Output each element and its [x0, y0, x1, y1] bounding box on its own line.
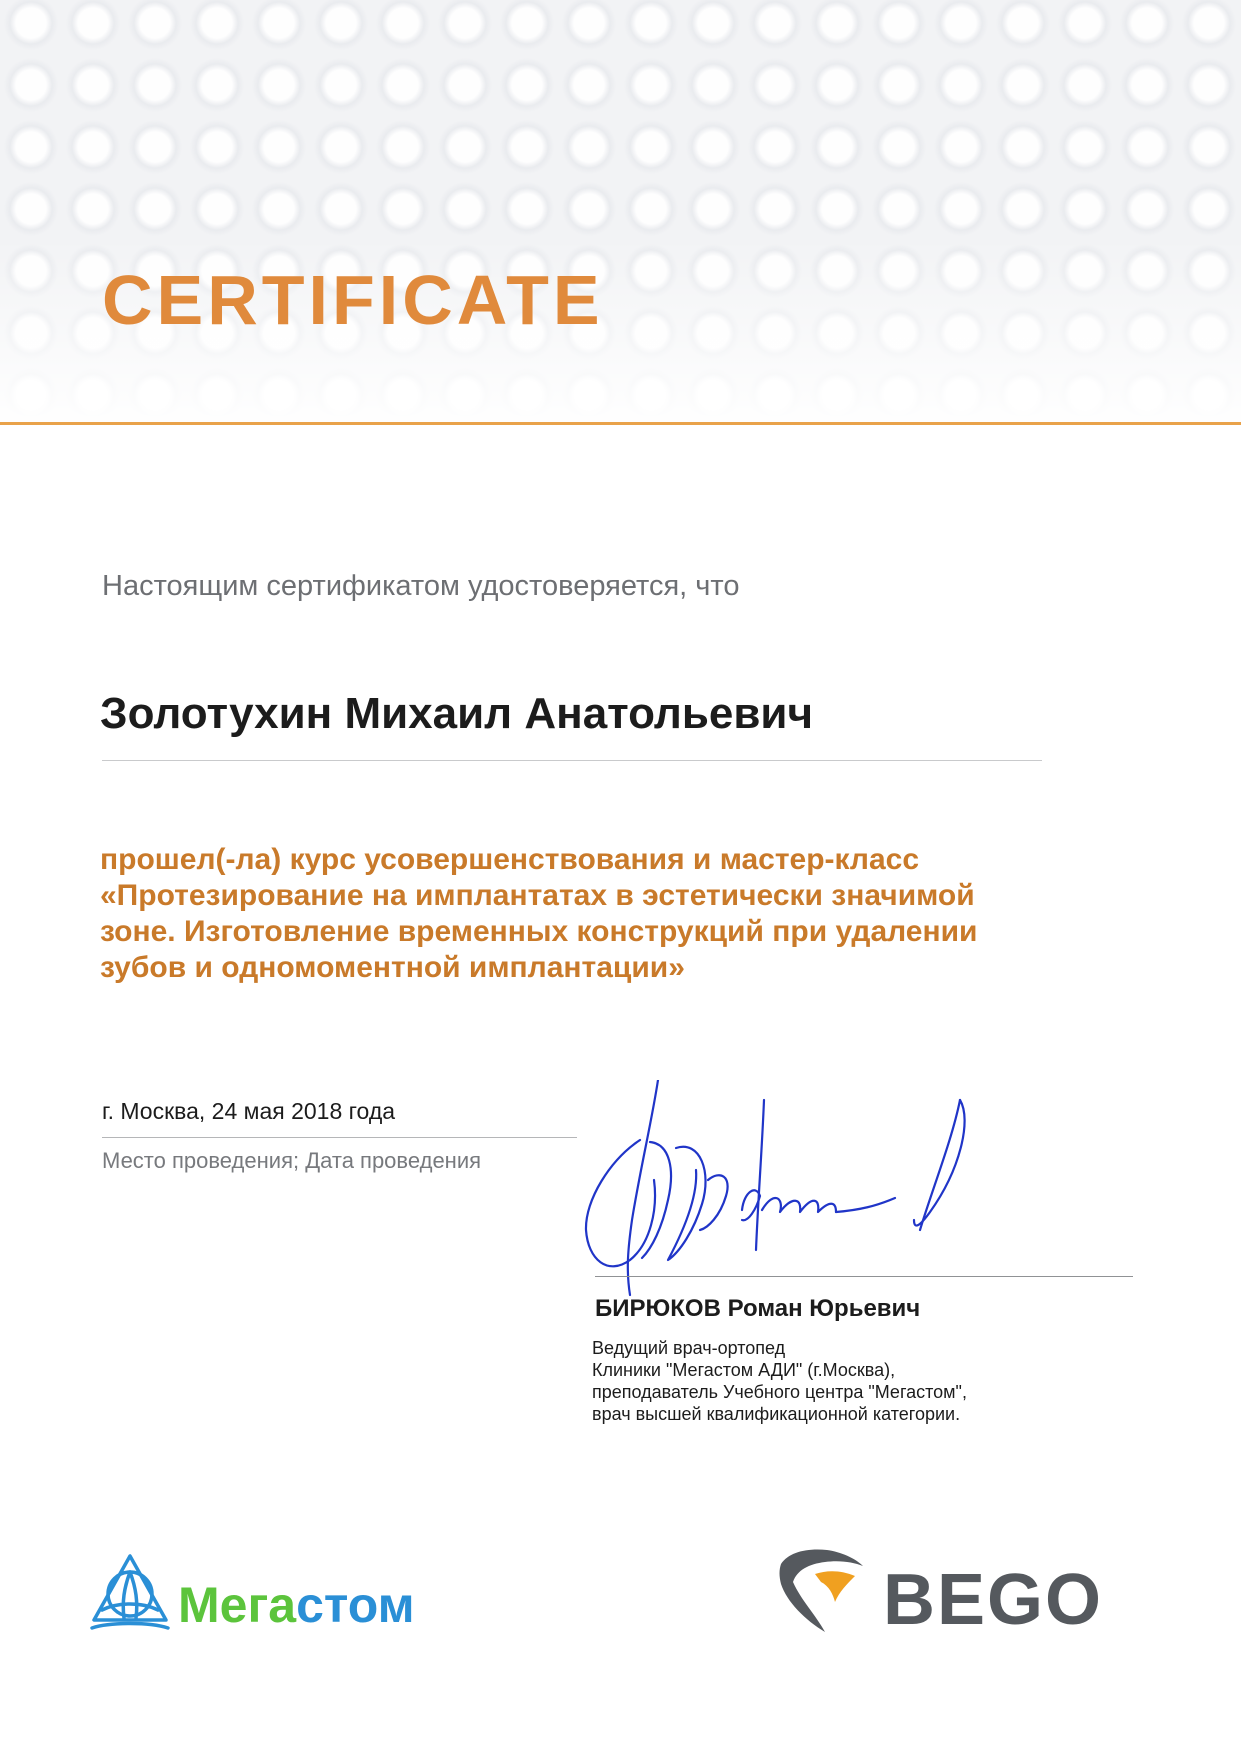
- course-line: зубов и одномоментной имплантации»: [100, 951, 685, 984]
- bego-emblem-icon: [780, 1550, 864, 1632]
- background-pattern: [0, 0, 1241, 430]
- course-line: «Протезирование на имплантатах в эстетически значимой: [100, 879, 975, 912]
- course-line: зоне. Изготовление временных конструкций при удалении: [100, 915, 978, 948]
- course-description: [100, 842, 1130, 986]
- bego-logo: [775, 1540, 1155, 1640]
- signer-position: [592, 1337, 967, 1425]
- place-date: г. Москва, 24 мая 2018 года: [102, 1098, 396, 1124]
- place-date-caption: Место проведения; Дата проведения: [102, 1148, 482, 1173]
- signer-name: БИРЮКОВ Роман Юрьевич: [595, 1295, 921, 1322]
- megastom-text-part2: стом: [296, 1577, 415, 1633]
- bego-text: BEGO: [883, 1560, 1104, 1640]
- title-divider: [0, 422, 1241, 425]
- signature-line: [595, 1276, 1133, 1277]
- signer-position-line: Ведущий врач-ортопед: [592, 1338, 786, 1358]
- recipient-name: Золотухин Михаил Анатольевич: [100, 689, 814, 738]
- certificate-title: CERTIFICATE: [102, 261, 604, 339]
- certificate-intro: Настоящим сертификатом удостоверяется, что: [102, 570, 740, 602]
- megastom-emblem-icon: [92, 1556, 168, 1628]
- course-line: прошел(-ла) курс усовершенствования и мастер-класс: [100, 843, 920, 876]
- place-date-underline: [102, 1137, 577, 1138]
- signer-position-line: Клиники "Мегастом АДИ" (г.Москва),: [592, 1360, 896, 1380]
- signer-position-line: преподаватель Учебного центра "Мегастом",: [592, 1382, 967, 1402]
- recipient-underline: [102, 760, 1042, 761]
- megastom-logo: [90, 1548, 490, 1638]
- svg-text:Мегастом: [178, 1577, 415, 1633]
- megastom-text-part1: Мега: [178, 1577, 297, 1633]
- signer-position-line: врач высшей квалификационной категории.: [592, 1404, 961, 1424]
